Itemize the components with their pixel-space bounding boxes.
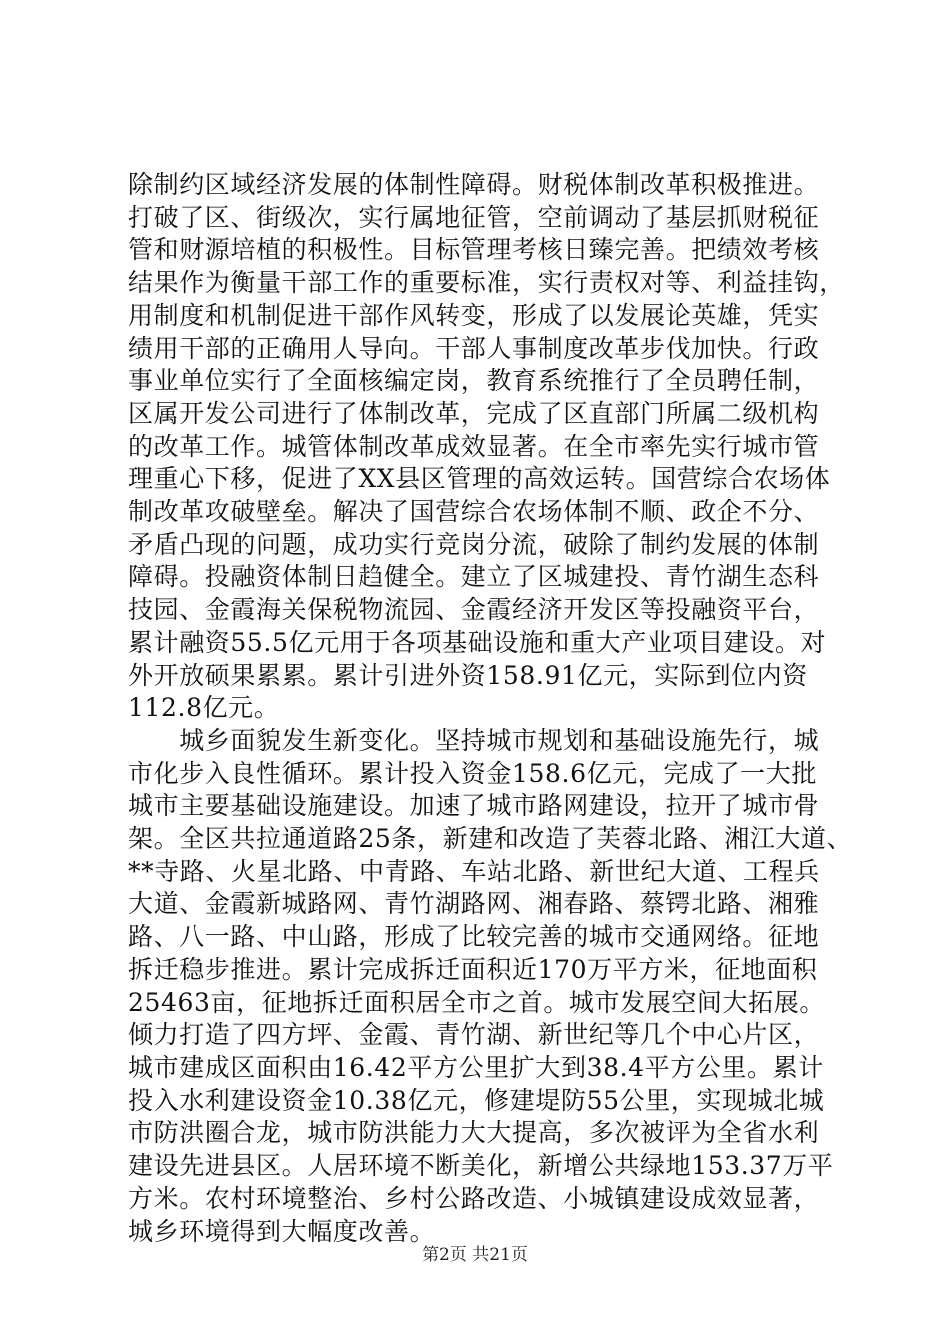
text-line: 外开放硕果累累。累计引进外资158.91亿元，实际到位内资 xyxy=(128,660,808,690)
text-line: 区属开发公司进行了体制改革，完成了区直部门所属二级机构 xyxy=(128,398,820,428)
text-line: 架。全区共拉通道路25条，新建和改造了芙蓉北路、湘江大道、 xyxy=(128,824,853,854)
text-line: 大道、金霞新城路网、青竹湖路网、湘春路、蔡锷北路、湘雅 xyxy=(128,889,820,919)
text-line: 理重心下移，促进了XX县区管理的高效运转。国营综合农场体 xyxy=(128,464,831,494)
text-line: 制改革攻破壁垒。解决了国营综合农场体制不顺、政企不分、 xyxy=(128,497,820,527)
text-line: 结果作为衡量干部工作的重要标准，实行责权对等、利益挂钩， xyxy=(128,268,845,298)
text-line: 管和财源培植的积极性。目标管理考核日臻完善。把绩效考核 xyxy=(128,235,820,265)
text-line: 绩用干部的正确用人导向。干部人事制度改革步伐加快。行政 xyxy=(128,333,820,363)
text-line: 打破了区、街级次，实行属地征管，空前调动了基层抓财税征 xyxy=(128,202,820,232)
text-line: 事业单位实行了全面核编定岗，教育系统推行了全员聘任制， xyxy=(128,366,820,396)
text-line: 城市建成区面积由16.42平方公里扩大到38.4平方公里。累计 xyxy=(128,1052,824,1082)
text-line: 112.8亿元。 xyxy=(128,693,280,723)
text-line: 城市主要基础设施建设。加速了城市路网建设，拉开了城市骨 xyxy=(128,791,820,821)
text-line: 市化步入良性循环。累计投入资金158.6亿元，完成了一大批 xyxy=(128,758,817,788)
text-line: 城乡环境得到大幅度改善。 xyxy=(128,1216,436,1246)
text-line: 用制度和机制促进干部作风转变，形成了以发展论英雄，凭实 xyxy=(128,300,820,330)
text-line: 25463亩，征地拆迁面积居全市之首。城市发展空间大拓展。 xyxy=(128,987,825,1017)
text-line: 矛盾凸现的问题，成功实行竞岗分流，破除了制约发展的体制 xyxy=(128,529,820,559)
text-line: 城乡面貌发生新变化。坚持城市规划和基础设施先行，城 xyxy=(128,725,820,755)
page-number-footer: 第2页 共21页 xyxy=(422,1245,528,1265)
text-line: 路、八一路、中山路，形成了比较完善的城市交通网络。征地 xyxy=(128,922,820,952)
text-line: 除制约区域经济发展的体制性障碍。财税体制改革积极推进。 xyxy=(128,170,820,199)
text-line: 拆迁稳步推进。累计完成拆迁面积近170万平方米，征地面积 xyxy=(128,954,818,984)
text-line: 方米。农村环境整治、乡村公路改造、小城镇建设成效显著， xyxy=(128,1183,820,1213)
document-body xyxy=(128,169,853,1248)
text-line: 倾力打造了四方坪、金霞、青竹湖、新世纪等几个中心片区， xyxy=(128,1020,820,1050)
text-line: 累计融资55.5亿元用于各项基础设施和重大产业项目建设。对 xyxy=(128,627,827,657)
paragraph-reform xyxy=(128,169,845,725)
text-line: 技园、金霞海关保税物流园、金霞经济开发区等投融资平台， xyxy=(128,595,820,625)
paragraph-urban-rural xyxy=(128,725,853,1248)
text-line: 市防洪圈合龙，城市防洪能力大大提高，多次被评为全省水利 xyxy=(128,1118,820,1148)
text-line: 建设先进县区。人居环境不断美化，新增公共绿地153.37万平 xyxy=(128,1151,834,1181)
text-line: 的改革工作。城管体制改革成效显著。在全市率先实行城市管 xyxy=(128,431,820,461)
text-line: 障碍。投融资体制日趋健全。建立了区城建投、青竹湖生态科 xyxy=(128,562,820,592)
text-line: 投入水利建设资金10.38亿元，修建堤防55公里，实现城北城 xyxy=(128,1085,825,1115)
text-line: **寺路、火星北路、中青路、车站北路、新世纪大道、工程兵 xyxy=(128,856,820,886)
